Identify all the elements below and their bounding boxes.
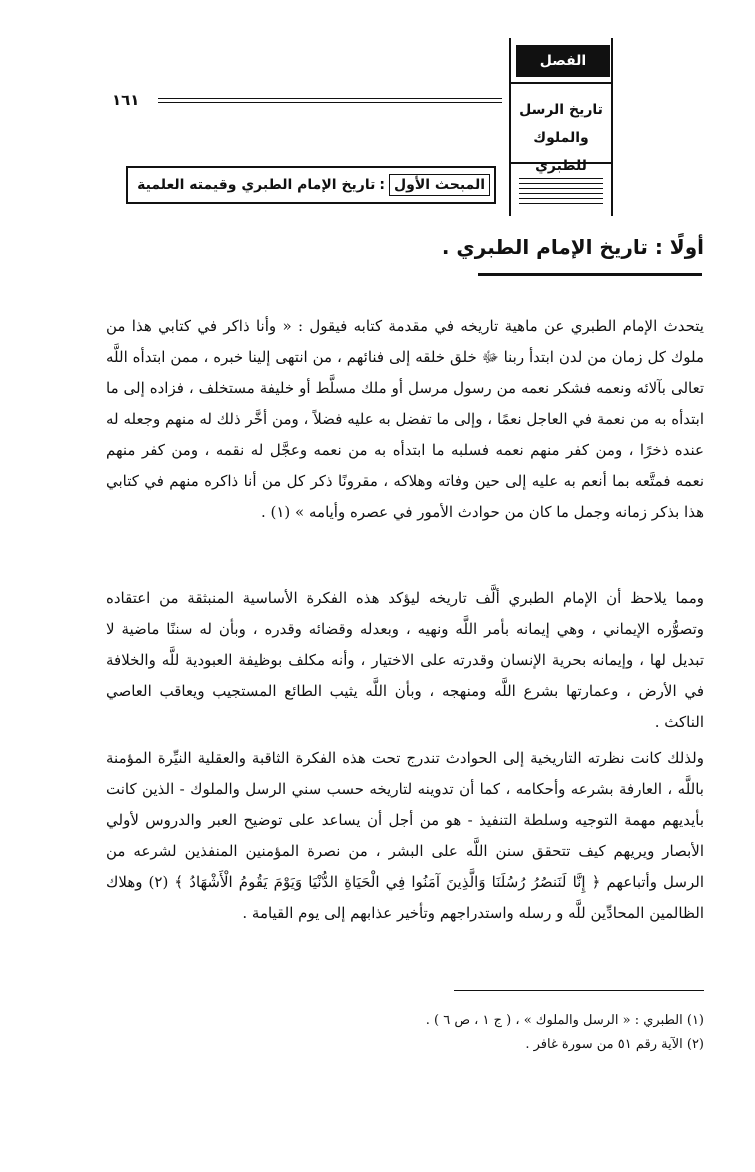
chapter-divider bbox=[511, 82, 611, 84]
body-paragraph: يتحدث الإمام الطبري عن ماهية تاريخه في مقدمة كتابه فيقول : « وأنا ذاكر في كتابي هذا من ملوك كل زمان من لدن ابتدأ ربنا ﷻ خلق خلقه إلى فنائهم ، من انتهى إلينا خبره ، ممن ابتدأه اللَّه تعالى بآلائه ونعمه فشكر نعمه من رسول مرسل أو ملك مسلَّط أو خليفة مستخلف ، فزاده إلى ما ابتدأه به من نعمة في العاجل نعمًا ، وإلى ما تفضل به عليه فضلاً ، ومن أخَّر ذلك له منهم وجعله له عنده ذخرًا ، ومن كفر منهم نعمه فسلبه ما ابتدأه به من نعمه وعجَّل له نقمه ، ومن كفر منهم نعمه فمتَّعه بما أنعم به عليه إلى حين وفاته وهلاكه ، مقرونًا ذكر كل من أنا ذاكره منهم في كتابي هذا بذكر زمانه وجمل ما كان من حوادث الأمور في عصره وأيامه » (١) . bbox=[106, 317, 704, 521]
footnote: (٢) الآية رقم ٥١ من سورة غافر . bbox=[525, 1037, 704, 1052]
section-colon: : bbox=[379, 177, 385, 193]
chapter-decorative-lines bbox=[519, 178, 603, 208]
chapter-title: تاريخ الرسل والملوك للطبري bbox=[519, 102, 603, 174]
subheading-underline bbox=[478, 273, 702, 276]
section-label: المبحث الأول bbox=[389, 174, 490, 196]
header-rule bbox=[158, 102, 502, 103]
section-title-box bbox=[126, 166, 496, 204]
footnote: (١) الطبري : « الرسل والملوك » ، ( ج ١ ، ص ٦ ) . bbox=[425, 1013, 704, 1028]
chapter-sidebar-box bbox=[509, 38, 613, 216]
header-rule bbox=[158, 98, 502, 99]
footnote-rule bbox=[454, 990, 704, 991]
section-title: تاريخ الإمام الطبري وقيمته العلمية bbox=[137, 177, 376, 193]
page-number: ١٦١ bbox=[112, 91, 140, 109]
chapter-divider bbox=[511, 162, 611, 164]
subheading: أولًا : تاريخ الإمام الطبري . bbox=[441, 235, 704, 259]
body-paragraph: ولذلك كانت نظرته التاريخية إلى الحوادث تندرج تحت هذه الفكرة الثاقبة والعقلية النيِّرة المؤمنة باللَّه ، العارفة بشرعه وأحكامه ، كما أن تدوينه لتاريخه حسب سني الرسل والملوك - الذين كانت بأيديهم مهمة التوجيه وسلطة التنفيذ - هو من أجل أن يساعد على توضيح العبر والدروس لأولي الأبصار ويريهم كيف تتحقق سنن اللَّه على البشر ، من نصرة المؤمنين المنفذين لشرعه من الرسل وأتباعهم ﴿ إِنَّا لَنَنصُرُ رُسُلَنَا وَالَّذِينَ آمَنُوا فِي الْحَيَاةِ الدُّنْيَا وَيَوْمَ يَقُومُ الْأَشْهَادُ ﴾ (٢) وهلاك الظالمين المحادِّين للَّه و رسله واستدراجهم وتأخير عذابهم إلى يوم القيامة . bbox=[106, 749, 704, 922]
body-paragraph: ومما يلاحظ أن الإمام الطبري ألَّف تاريخه ليؤكد هذه الفكرة الأساسية المنبثقة من اعتقاده وتصوُّره الإيماني ، وهي إيمانه بأمر اللَّه ونهيه ، وبعدله وقضائه وقدره ، وبأن له سننًا ماضية لا تبديل لها ، وإيمانه بحرية الإنسان وقدرته على الاختيار ، وأنه مكلف بوظيفة العبودية للَّه والخلافة في الأرض ، وعمارتها بشرع اللَّه ومنهجه ، وبأن اللَّه يثيب الطائع المستجيب ويعاقب العاصي الناكث . bbox=[106, 589, 704, 731]
chapter-label: الفصل الثالث bbox=[517, 46, 609, 76]
